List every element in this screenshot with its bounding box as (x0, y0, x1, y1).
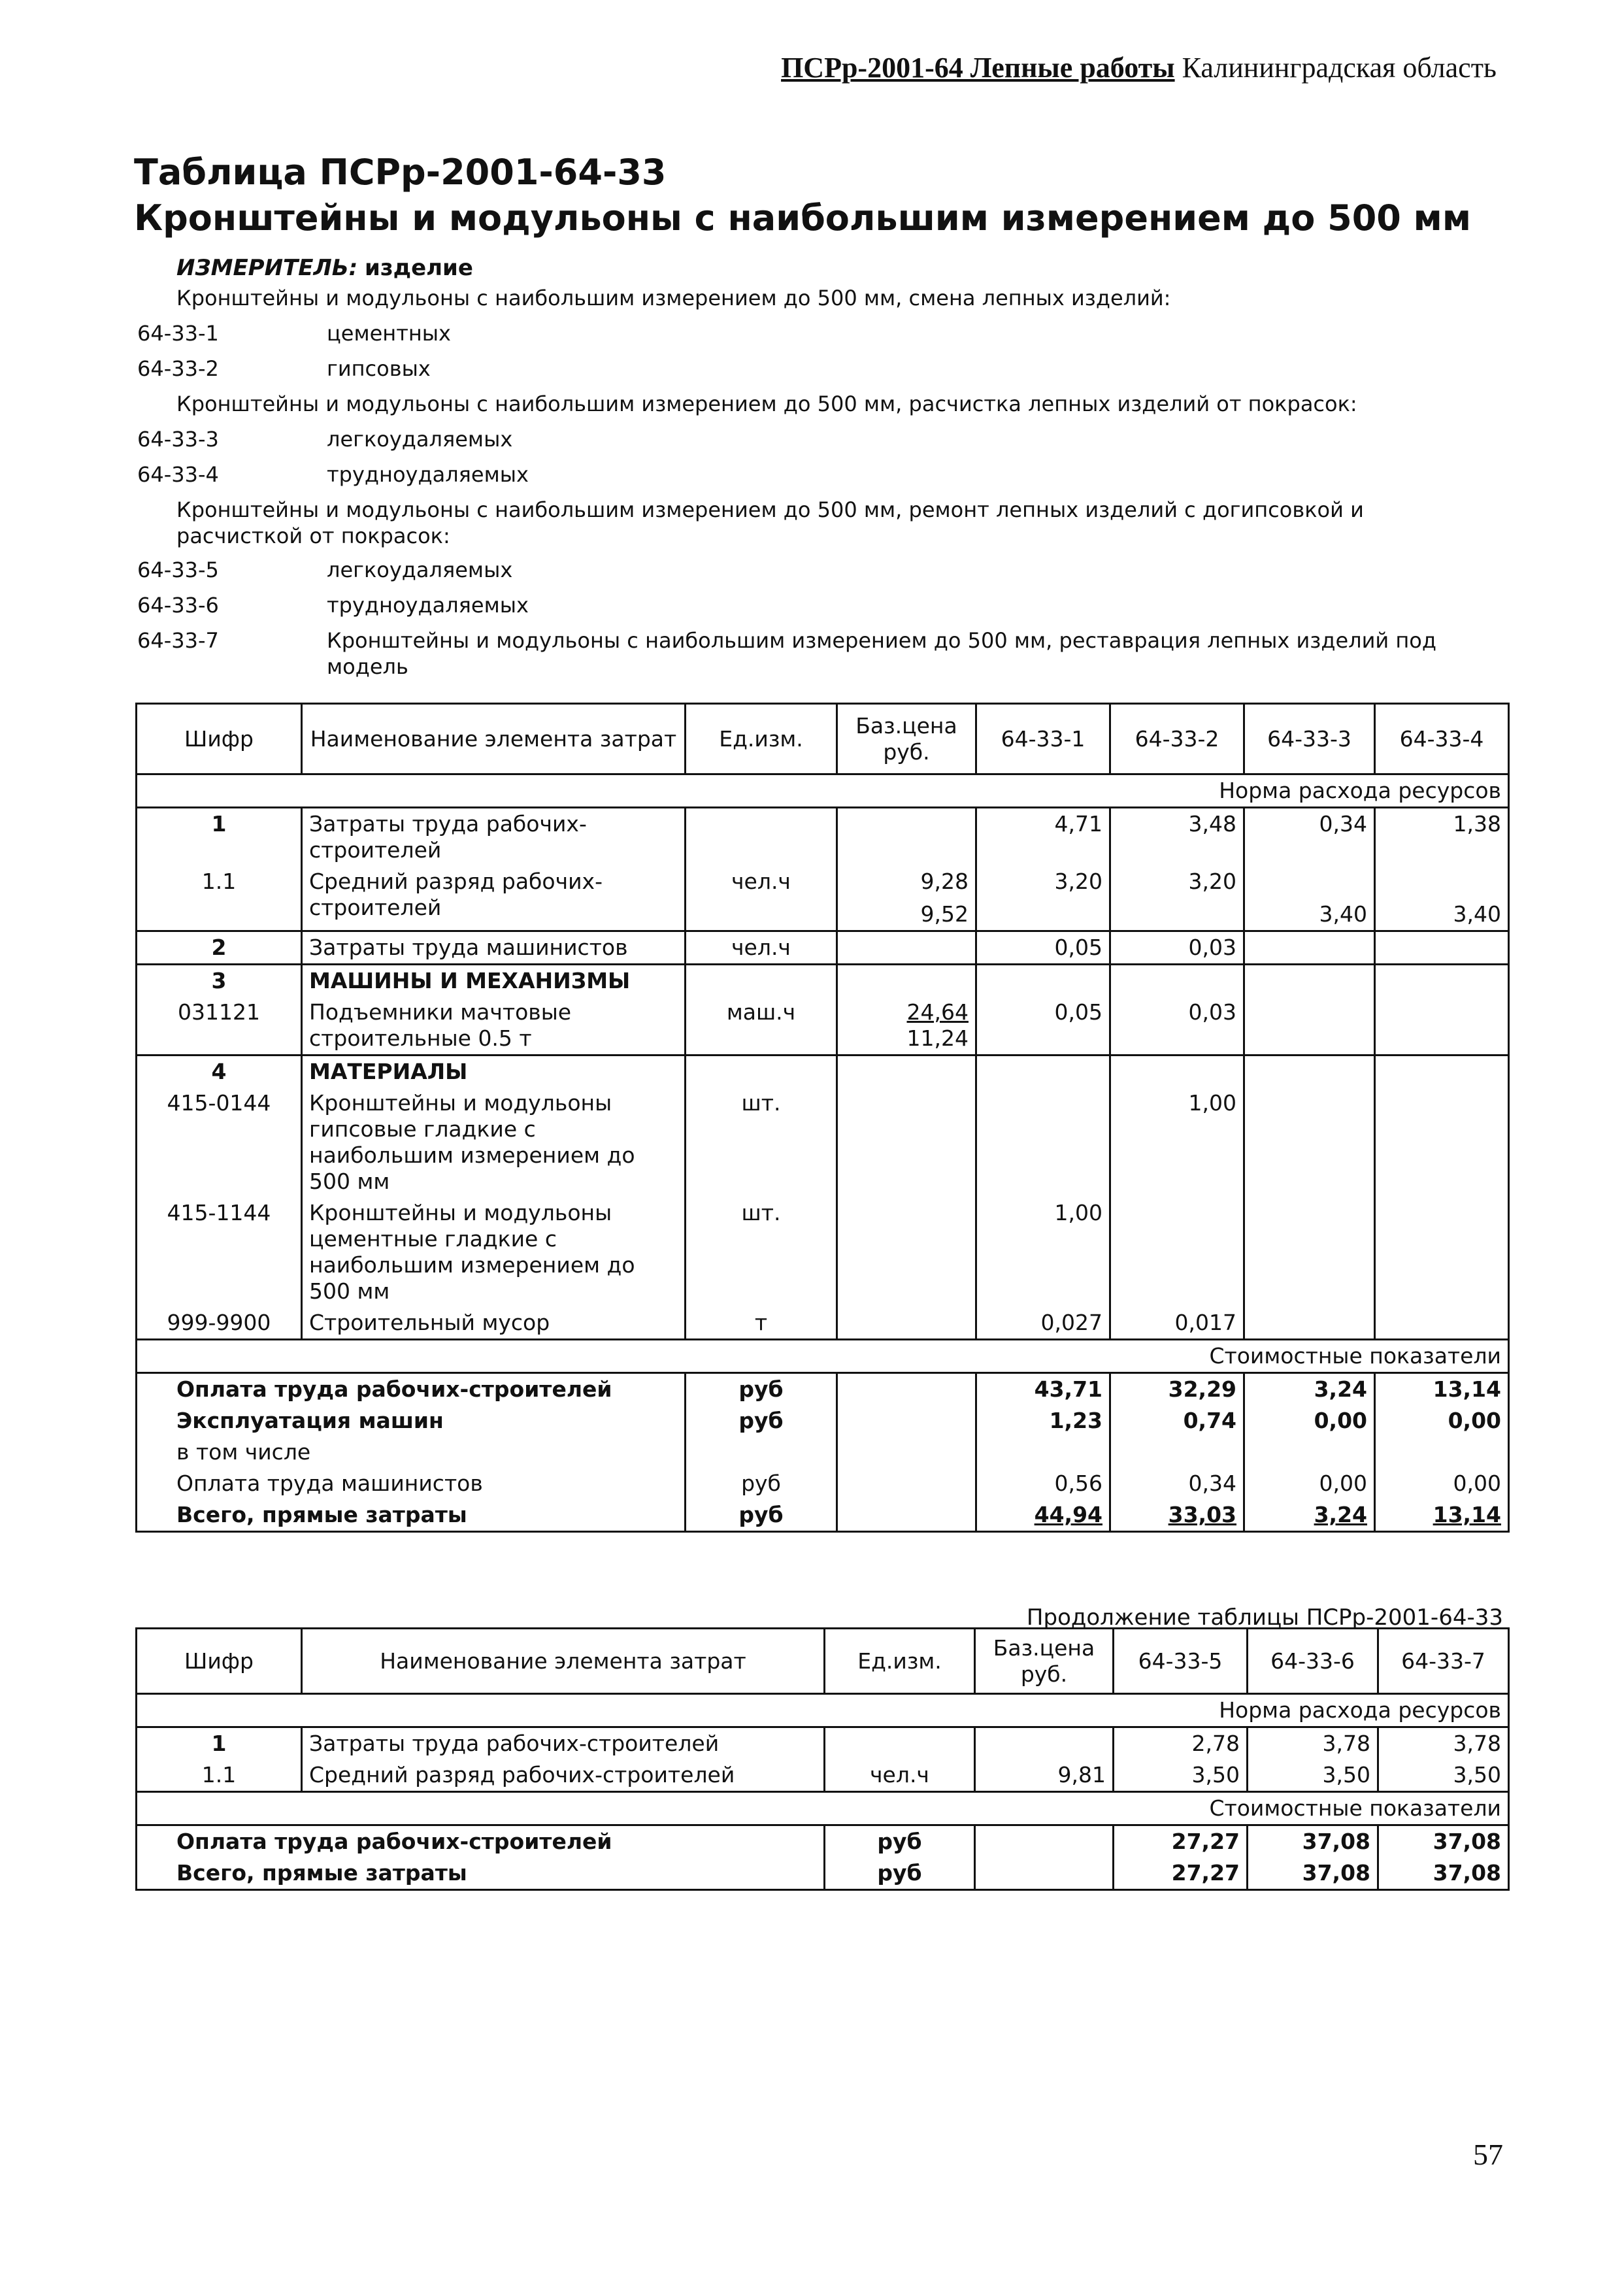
header-unit: Ед.изм. (825, 1629, 975, 1694)
header-unit: Ед.изм. (686, 704, 837, 774)
summary-row: Оплата труда рабочих-строителей руб 27,27 37,08 37,08 (137, 1825, 1509, 1858)
header-col: 64-33-4 (1375, 704, 1509, 774)
page-number: 57 (1473, 2138, 1503, 2171)
table-row: 1.1 Средний разряд рабочих-строителей чел.ч 9,81 3,50 3,50 3,50 (137, 1759, 1509, 1792)
cost-label-row: Стоимостные показатели (137, 1340, 1509, 1373)
header-col: 64-33-6 (1248, 1629, 1378, 1694)
header-price: Баз.цена руб. (837, 704, 976, 774)
table-row: 2 Затраты труда машинистов чел.ч 0,05 0,03 (137, 931, 1509, 965)
desc-item: 64-33-1 цементных (137, 321, 451, 346)
desc-item: 64-33-6 трудноудаляемых (137, 593, 529, 618)
summary-row: Всего, прямые затраты руб 27,27 37,08 37,08 (137, 1857, 1509, 1890)
table-header-row (137, 704, 1509, 774)
desc-item: 64-33-3 легкоудаляемых (137, 427, 513, 452)
header-col: 64-33-7 (1378, 1629, 1509, 1694)
table-row: 1 Затраты труда рабочих-строителей 2,78 3,78 3,78 (137, 1727, 1509, 1760)
table-row: 1 Затраты труда рабочих-строителей 4,71 3,48 0,34 1,38 (137, 808, 1509, 867)
measure-label: ИЗМЕРИТЕЛЬ: (176, 255, 358, 281)
desc-item: 64-33-5 легкоудаляемых (137, 557, 513, 582)
header-title: ПСРр-2001-64 Лепные работы (781, 52, 1175, 84)
desc-group-3: Кронштейны и модульоны с наибольшим измерением до 500 мм, ремонт лепных изделий с догипсовкой и расчисткой от покрасок: (176, 497, 1364, 548)
header-name: Наименование элемента затрат (302, 1629, 825, 1694)
resource-table-1 (135, 703, 1510, 1533)
desc-item: 64-33-2 гипсовых (137, 356, 431, 381)
continuation-label: Продолжение таблицы ПСРр-2001-64-33 (1026, 1604, 1503, 1631)
header-col: 64-33-2 (1110, 704, 1244, 774)
norm-label-row: Норма расхода ресурсов (137, 1694, 1509, 1727)
header-price: Баз.цена руб. (975, 1629, 1114, 1694)
header-col: 64-33-1 (976, 704, 1110, 774)
header-col: 64-33-3 (1244, 704, 1375, 774)
summary-row: Всего, прямые затраты руб 44,94 33,03 3,24 13,14 (137, 1499, 1509, 1532)
norm-label-row: Норма расхода ресурсов (137, 774, 1509, 808)
running-header (745, 51, 1497, 84)
desc-item: 64-33-4 трудноудаляемых (137, 462, 529, 487)
header-code: Шифр (137, 1629, 302, 1694)
header-name: Наименование элемента затрат (302, 704, 686, 774)
desc-group-2: Кронштейны и модульоны с наибольшим измерением до 500 мм, расчистка лепных изделий от покрасок: (176, 391, 1357, 416)
summary-row: Оплата труда рабочих-строителей руб 43,71 32,29 3,24 13,14 (137, 1373, 1509, 1406)
measure-value: изделие (365, 255, 473, 281)
measure-line (176, 255, 473, 281)
table-title: Таблица ПСРр-2001-64-33 (134, 152, 667, 193)
desc-group-1: Кронштейны и модульоны с наибольшим измерением до 500 мм, смена лепных изделий: (176, 286, 1171, 310)
cost-label-row: Стоимостные показатели (137, 1792, 1509, 1825)
header-code: Шифр (137, 704, 302, 774)
table-section-row: 3 МАШИНЫ И МЕХАНИЗМЫ (137, 965, 1509, 997)
summary-row: Оплата труда машинистов руб 0,56 0,34 0,00 0,00 (137, 1468, 1509, 1499)
summary-row: Эксплуатация машин руб 1,23 0,74 0,00 0,00 (137, 1405, 1509, 1437)
desc-item: 64-33-7 Кронштейны и модульоны с наибольшим измерением до 500 мм, реставрация лепных изделий под модель (137, 628, 1436, 679)
table-header-row (137, 1629, 1509, 1694)
resource-table-2 (135, 1627, 1510, 1891)
table-subtitle: Кронштейны и модульоны с наибольшим измерением до 500 мм (134, 197, 1471, 239)
header-col: 64-33-5 (1114, 1629, 1248, 1694)
summary-row: в том числе (137, 1437, 1509, 1468)
table-row: 999-9900 Строительный мусор т 0,027 0,017 (137, 1307, 1509, 1340)
table-row: 415-0144 Кронштейны и модульоны гипсовые гладкие с наибольшим измерением до 500 мм шт. 1,00 (137, 1088, 1509, 1197)
table-section-row: 4 МАТЕРИАЛЫ (137, 1056, 1509, 1088)
table-row: 1.1 Средний разряд рабочих-строителей чел.ч 9,28 9,52 3,20 3,20 3,40 3,40 (137, 866, 1509, 931)
header-region: Калининградская область (1182, 52, 1497, 84)
table-row: 415-1144 Кронштейны и модульоны цементные гладкие с наибольшим измерением до 500 мм шт. 1,00 (137, 1197, 1509, 1307)
table-row: 031121 Подъемники мачтовые строительные 0.5 т маш.ч 24,64 11,24 0,05 0,03 (137, 997, 1509, 1056)
